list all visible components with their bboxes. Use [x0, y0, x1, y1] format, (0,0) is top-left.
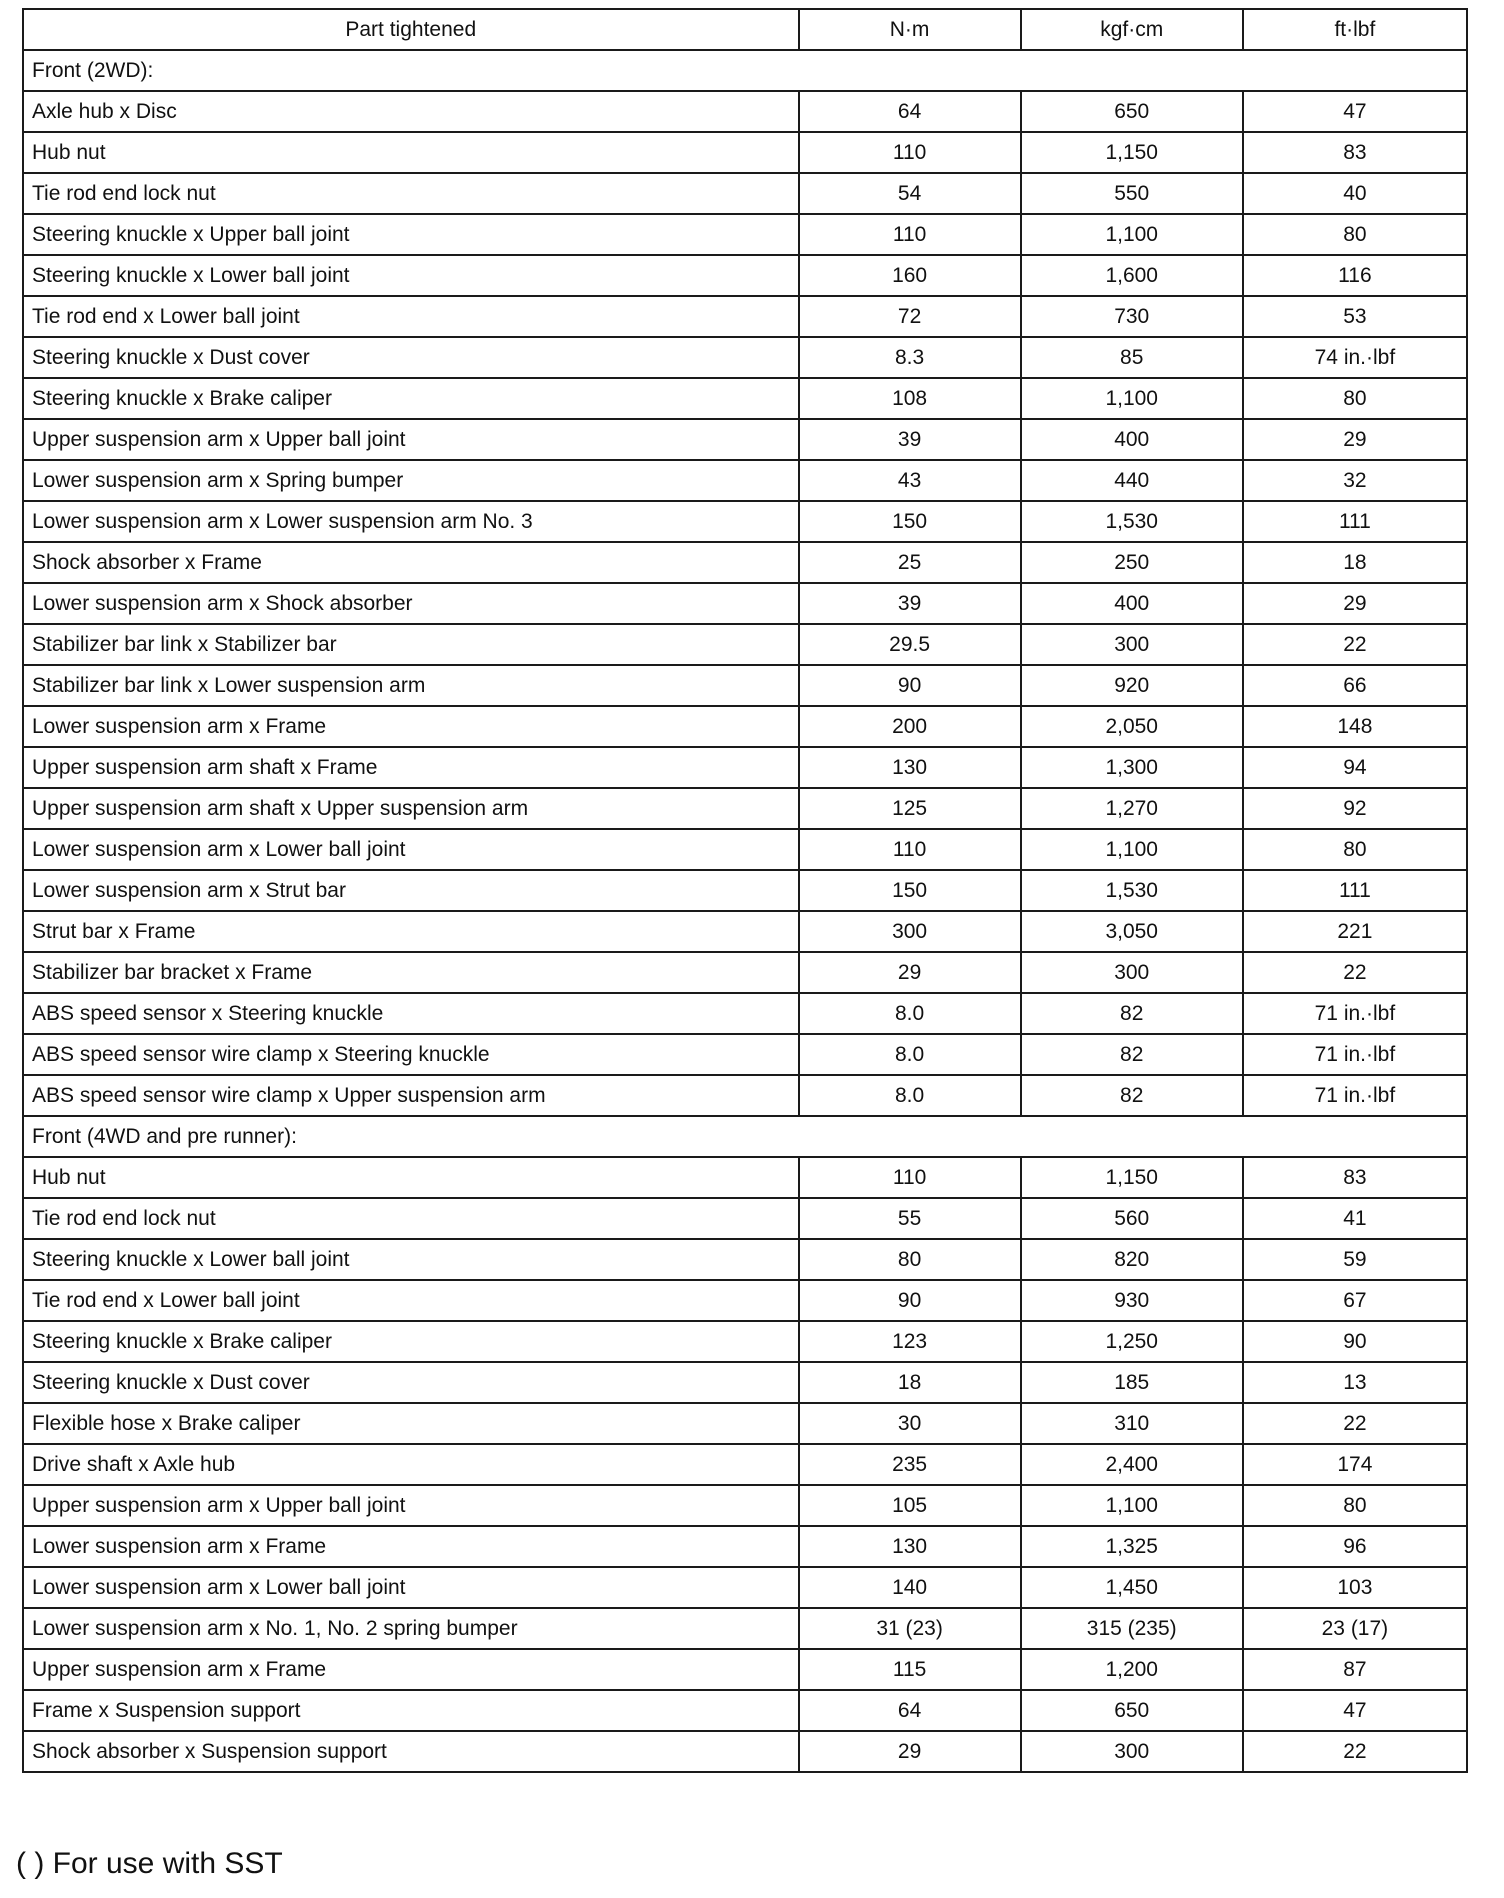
cell-kgf-cm: 1,100: [1021, 214, 1243, 255]
table-row: [23, 788, 1467, 829]
cell-kgf-cm: 920: [1021, 665, 1243, 706]
table-row: [23, 1485, 1467, 1526]
cell-part-tightened: Steering knuckle x Dust cover: [23, 337, 799, 378]
cell-nm: 39: [799, 583, 1021, 624]
cell-ft-lbf: 29: [1243, 583, 1467, 624]
cell-part-tightened: Axle hub x Disc: [23, 91, 799, 132]
cell-nm: 31 (23): [799, 1608, 1021, 1649]
cell-nm: 25: [799, 542, 1021, 583]
cell-nm: 8.0: [799, 993, 1021, 1034]
torque-specification-table: [22, 8, 1468, 1773]
section-header-row: [23, 1116, 1467, 1157]
cell-nm: 8.0: [799, 1034, 1021, 1075]
cell-nm: 110: [799, 1157, 1021, 1198]
cell-kgf-cm: 820: [1021, 1239, 1243, 1280]
cell-kgf-cm: 82: [1021, 1075, 1243, 1116]
cell-part-tightened: Lower suspension arm x Lower ball joint: [23, 1567, 799, 1608]
cell-kgf-cm: 300: [1021, 952, 1243, 993]
cell-ft-lbf: 80: [1243, 1485, 1467, 1526]
cell-part-tightened: Lower suspension arm x Spring bumper: [23, 460, 799, 501]
table-row: [23, 993, 1467, 1034]
table-row: [23, 665, 1467, 706]
cell-nm: 64: [799, 91, 1021, 132]
cell-part-tightened: Lower suspension arm x Lower suspension arm No. 3: [23, 501, 799, 542]
cell-kgf-cm: 1,530: [1021, 870, 1243, 911]
table-row: [23, 1690, 1467, 1731]
cell-ft-lbf: 111: [1243, 501, 1467, 542]
cell-part-tightened: Steering knuckle x Upper ball joint: [23, 214, 799, 255]
cell-nm: 39: [799, 419, 1021, 460]
cell-kgf-cm: 560: [1021, 1198, 1243, 1239]
cell-ft-lbf: 47: [1243, 1690, 1467, 1731]
cell-part-tightened: ABS speed sensor x Steering knuckle: [23, 993, 799, 1034]
table-row: [23, 583, 1467, 624]
table-row: [23, 1403, 1467, 1444]
cell-kgf-cm: 930: [1021, 1280, 1243, 1321]
cell-part-tightened: Tie rod end x Lower ball joint: [23, 296, 799, 337]
table-row: [23, 1567, 1467, 1608]
table-row: [23, 1731, 1467, 1772]
cell-part-tightened: Lower suspension arm x Frame: [23, 706, 799, 747]
cell-nm: 200: [799, 706, 1021, 747]
table-row: [23, 1362, 1467, 1403]
table-row: [23, 337, 1467, 378]
cell-ft-lbf: 116: [1243, 255, 1467, 296]
cell-ft-lbf: 90: [1243, 1321, 1467, 1362]
cell-nm: 90: [799, 1280, 1021, 1321]
cell-part-tightened: Lower suspension arm x Lower ball joint: [23, 829, 799, 870]
cell-nm: 150: [799, 501, 1021, 542]
cell-kgf-cm: 300: [1021, 624, 1243, 665]
table-header-row: [23, 9, 1467, 50]
table-row: [23, 911, 1467, 952]
cell-kgf-cm: 3,050: [1021, 911, 1243, 952]
cell-ft-lbf: 221: [1243, 911, 1467, 952]
cell-nm: 110: [799, 829, 1021, 870]
cell-part-tightened: Steering knuckle x Brake caliper: [23, 1321, 799, 1362]
cell-part-tightened: Upper suspension arm x Upper ball joint: [23, 1485, 799, 1526]
cell-part-tightened: ABS speed sensor wire clamp x Steering knuckle: [23, 1034, 799, 1075]
cell-kgf-cm: 650: [1021, 91, 1243, 132]
cell-kgf-cm: 82: [1021, 1034, 1243, 1075]
cell-nm: 72: [799, 296, 1021, 337]
cell-part-tightened: Lower suspension arm x Frame: [23, 1526, 799, 1567]
cell-part-tightened: Tie rod end x Lower ball joint: [23, 1280, 799, 1321]
cell-nm: 160: [799, 255, 1021, 296]
header-part-tightened: Part tightened: [23, 9, 799, 50]
table-row: [23, 255, 1467, 296]
cell-part-tightened: Strut bar x Frame: [23, 911, 799, 952]
cell-nm: 125: [799, 788, 1021, 829]
cell-ft-lbf: 71 in.·lbf: [1243, 993, 1467, 1034]
cell-part-tightened: Tie rod end lock nut: [23, 1198, 799, 1239]
cell-part-tightened: Upper suspension arm shaft x Upper suspension arm: [23, 788, 799, 829]
cell-nm: 29.5: [799, 624, 1021, 665]
table-row: [23, 1444, 1467, 1485]
cell-ft-lbf: 174: [1243, 1444, 1467, 1485]
cell-ft-lbf: 103: [1243, 1567, 1467, 1608]
table-row: [23, 1526, 1467, 1567]
cell-part-tightened: Steering knuckle x Lower ball joint: [23, 255, 799, 296]
cell-ft-lbf: 80: [1243, 214, 1467, 255]
cell-part-tightened: Steering knuckle x Lower ball joint: [23, 1239, 799, 1280]
header-ft-lbf: ft·lbf: [1243, 9, 1467, 50]
cell-kgf-cm: 310: [1021, 1403, 1243, 1444]
cell-part-tightened: Hub nut: [23, 1157, 799, 1198]
table-row: [23, 1239, 1467, 1280]
cell-nm: 80: [799, 1239, 1021, 1280]
table-row: [23, 1608, 1467, 1649]
cell-kgf-cm: 300: [1021, 1731, 1243, 1772]
table-row: [23, 132, 1467, 173]
cell-kgf-cm: 1,450: [1021, 1567, 1243, 1608]
cell-part-tightened: Steering knuckle x Dust cover: [23, 1362, 799, 1403]
cell-ft-lbf: 23 (17): [1243, 1608, 1467, 1649]
cell-kgf-cm: 1,250: [1021, 1321, 1243, 1362]
cell-ft-lbf: 111: [1243, 870, 1467, 911]
cell-kgf-cm: 1,100: [1021, 378, 1243, 419]
table-row: [23, 829, 1467, 870]
cell-nm: 108: [799, 378, 1021, 419]
cell-part-tightened: Lower suspension arm x No. 1, No. 2 spring bumper: [23, 1608, 799, 1649]
cell-ft-lbf: 92: [1243, 788, 1467, 829]
cell-ft-lbf: 47: [1243, 91, 1467, 132]
cell-part-tightened: Lower suspension arm x Shock absorber: [23, 583, 799, 624]
section-title: Front (2WD):: [23, 50, 1467, 91]
cell-part-tightened: Hub nut: [23, 132, 799, 173]
footnote: ( ) For use with SST: [16, 1847, 283, 1880]
cell-ft-lbf: 67: [1243, 1280, 1467, 1321]
cell-ft-lbf: 80: [1243, 378, 1467, 419]
cell-kgf-cm: 1,325: [1021, 1526, 1243, 1567]
table-row: [23, 542, 1467, 583]
cell-part-tightened: Stabilizer bar link x Lower suspension arm: [23, 665, 799, 706]
table-row: [23, 1321, 1467, 1362]
cell-nm: 130: [799, 747, 1021, 788]
cell-part-tightened: Upper suspension arm shaft x Frame: [23, 747, 799, 788]
cell-ft-lbf: 22: [1243, 1731, 1467, 1772]
table-body: [23, 50, 1467, 1772]
table-row: [23, 870, 1467, 911]
cell-nm: 29: [799, 1731, 1021, 1772]
cell-part-tightened: Tie rod end lock nut: [23, 173, 799, 214]
table-row: [23, 378, 1467, 419]
cell-kgf-cm: 185: [1021, 1362, 1243, 1403]
cell-ft-lbf: 83: [1243, 1157, 1467, 1198]
cell-ft-lbf: 96: [1243, 1526, 1467, 1567]
table-row: [23, 1280, 1467, 1321]
section-title: Front (4WD and pre runner):: [23, 1116, 1467, 1157]
cell-kgf-cm: 1,270: [1021, 788, 1243, 829]
cell-kgf-cm: 1,300: [1021, 747, 1243, 788]
cell-part-tightened: Stabilizer bar bracket x Frame: [23, 952, 799, 993]
cell-kgf-cm: 1,200: [1021, 1649, 1243, 1690]
cell-part-tightened: Steering knuckle x Brake caliper: [23, 378, 799, 419]
cell-kgf-cm: 2,050: [1021, 706, 1243, 747]
cell-kgf-cm: 440: [1021, 460, 1243, 501]
cell-ft-lbf: 53: [1243, 296, 1467, 337]
cell-part-tightened: Frame x Suspension support: [23, 1690, 799, 1731]
cell-part-tightened: Shock absorber x Suspension support: [23, 1731, 799, 1772]
header-kgf-cm: kgf·cm: [1021, 9, 1243, 50]
table-row: [23, 747, 1467, 788]
cell-nm: 64: [799, 1690, 1021, 1731]
cell-kgf-cm: 85: [1021, 337, 1243, 378]
cell-nm: 115: [799, 1649, 1021, 1690]
header-nm: N·m: [799, 9, 1021, 50]
cell-nm: 8.0: [799, 1075, 1021, 1116]
cell-nm: 235: [799, 1444, 1021, 1485]
cell-nm: 110: [799, 132, 1021, 173]
table-row: [23, 624, 1467, 665]
cell-nm: 29: [799, 952, 1021, 993]
cell-ft-lbf: 71 in.·lbf: [1243, 1034, 1467, 1075]
cell-nm: 8.3: [799, 337, 1021, 378]
cell-kgf-cm: 1,150: [1021, 1157, 1243, 1198]
cell-kgf-cm: 250: [1021, 542, 1243, 583]
cell-nm: 43: [799, 460, 1021, 501]
cell-ft-lbf: 74 in.·lbf: [1243, 337, 1467, 378]
cell-ft-lbf: 94: [1243, 747, 1467, 788]
cell-kgf-cm: 1,600: [1021, 255, 1243, 296]
cell-kgf-cm: 1,100: [1021, 1485, 1243, 1526]
cell-kgf-cm: 2,400: [1021, 1444, 1243, 1485]
cell-part-tightened: Upper suspension arm x Upper ball joint: [23, 419, 799, 460]
table-row: [23, 501, 1467, 542]
cell-kgf-cm: 1,530: [1021, 501, 1243, 542]
cell-ft-lbf: 66: [1243, 665, 1467, 706]
cell-ft-lbf: 32: [1243, 460, 1467, 501]
cell-part-tightened: Stabilizer bar link x Stabilizer bar: [23, 624, 799, 665]
cell-kgf-cm: 400: [1021, 419, 1243, 460]
table-row: [23, 419, 1467, 460]
cell-ft-lbf: 71 in.·lbf: [1243, 1075, 1467, 1116]
cell-ft-lbf: 22: [1243, 1403, 1467, 1444]
table-row: [23, 1649, 1467, 1690]
cell-part-tightened: ABS speed sensor wire clamp x Upper suspension arm: [23, 1075, 799, 1116]
cell-nm: 105: [799, 1485, 1021, 1526]
cell-nm: 55: [799, 1198, 1021, 1239]
cell-nm: 110: [799, 214, 1021, 255]
cell-kgf-cm: 315 (235): [1021, 1608, 1243, 1649]
cell-nm: 30: [799, 1403, 1021, 1444]
cell-ft-lbf: 59: [1243, 1239, 1467, 1280]
cell-ft-lbf: 22: [1243, 624, 1467, 665]
cell-kgf-cm: 82: [1021, 993, 1243, 1034]
cell-ft-lbf: 29: [1243, 419, 1467, 460]
cell-nm: 300: [799, 911, 1021, 952]
cell-ft-lbf: 22: [1243, 952, 1467, 993]
cell-ft-lbf: 40: [1243, 173, 1467, 214]
section-header-row: [23, 50, 1467, 91]
cell-part-tightened: Lower suspension arm x Strut bar: [23, 870, 799, 911]
cell-ft-lbf: 18: [1243, 542, 1467, 583]
cell-kgf-cm: 1,100: [1021, 829, 1243, 870]
cell-nm: 150: [799, 870, 1021, 911]
cell-kgf-cm: 400: [1021, 583, 1243, 624]
cell-nm: 123: [799, 1321, 1021, 1362]
cell-ft-lbf: 41: [1243, 1198, 1467, 1239]
cell-nm: 54: [799, 173, 1021, 214]
cell-ft-lbf: 148: [1243, 706, 1467, 747]
cell-nm: 140: [799, 1567, 1021, 1608]
cell-kgf-cm: 730: [1021, 296, 1243, 337]
cell-ft-lbf: 80: [1243, 829, 1467, 870]
table-row: [23, 173, 1467, 214]
table-row: [23, 1157, 1467, 1198]
cell-nm: 18: [799, 1362, 1021, 1403]
cell-part-tightened: Drive shaft x Axle hub: [23, 1444, 799, 1485]
table-row: [23, 1034, 1467, 1075]
cell-part-tightened: Flexible hose x Brake caliper: [23, 1403, 799, 1444]
table-row: [23, 214, 1467, 255]
table-row: [23, 952, 1467, 993]
table-row: [23, 296, 1467, 337]
table-row: [23, 706, 1467, 747]
cell-kgf-cm: 1,150: [1021, 132, 1243, 173]
cell-part-tightened: Shock absorber x Frame: [23, 542, 799, 583]
table-row: [23, 1075, 1467, 1116]
cell-kgf-cm: 550: [1021, 173, 1243, 214]
cell-nm: 90: [799, 665, 1021, 706]
table-row: [23, 91, 1467, 132]
table-row: [23, 1198, 1467, 1239]
cell-kgf-cm: 650: [1021, 1690, 1243, 1731]
table-row: [23, 460, 1467, 501]
cell-part-tightened: Upper suspension arm x Frame: [23, 1649, 799, 1690]
cell-ft-lbf: 87: [1243, 1649, 1467, 1690]
cell-nm: 130: [799, 1526, 1021, 1567]
cell-ft-lbf: 13: [1243, 1362, 1467, 1403]
cell-ft-lbf: 83: [1243, 132, 1467, 173]
